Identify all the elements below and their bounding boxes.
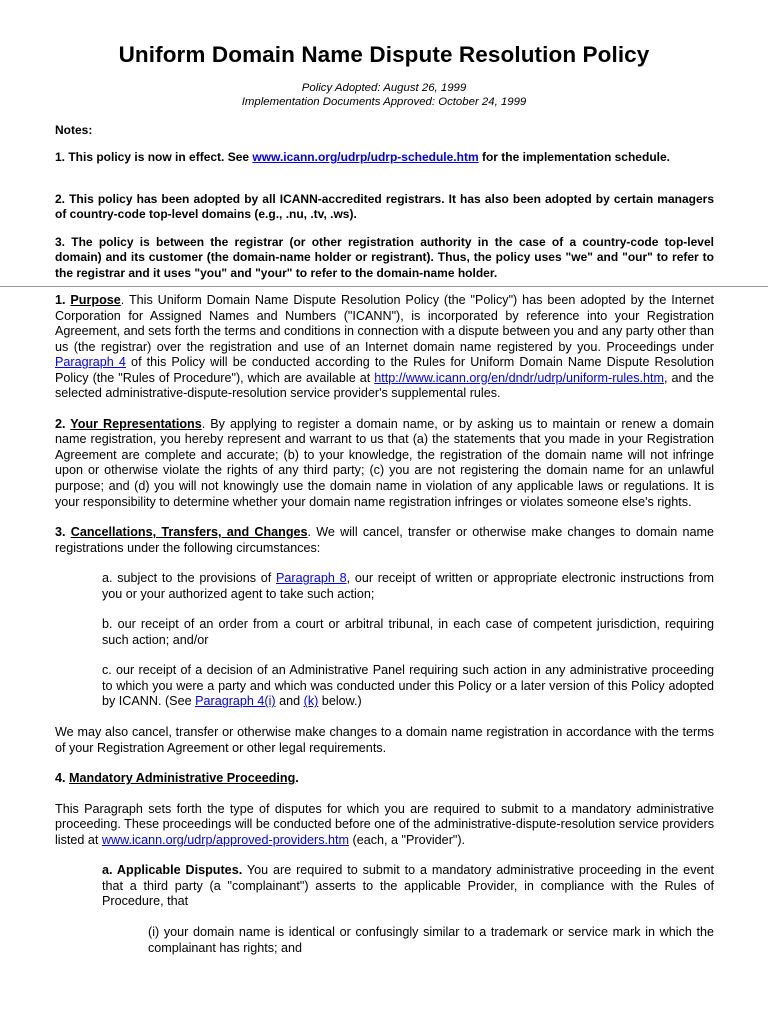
section-4-item-a-i: (i) your domain name is identical or confusingly similar to a trademark or service mark in which the complainant has rights; and bbox=[148, 924, 714, 955]
section-3-after: We may also cancel, transfer or otherwise make changes to a domain name registration in accordance with the terms of your Registration Agreement or other legal requirements. bbox=[55, 725, 714, 755]
adopted-date: Policy Adopted: August 26, 1999 bbox=[301, 82, 467, 94]
section-2: 2. Your Representations. By applying to register a domain name, or by asking us to maintain or renew a domain name registration, you hereby represent and warrant to us that (a) the statements that you made in your Registration Agreement are complete and accurate; (b) to your knowledge, the registration of the domain name will not infringe upon or otherwise violate the rights of any third party; (c) you are not registering the domain name for an unlawful purpose; and (d) you will not knowingly use the domain name in violation of any applicable laws or regulations. It is your responsibility to determine whether your domain name registration infringes or violates someone else's rights. bbox=[55, 416, 715, 509]
paragraph-4k-link[interactable]: (k) bbox=[303, 694, 319, 709]
section-3-item-c: c. our receipt of a decision of an Administrative Panel requiring such action in any administrative proceeding to which you were a party and which was conducted under this Policy or a later version of this Policy adopted by ICANN. (See Paragraph 4(i) and (k) below.) bbox=[102, 663, 714, 709]
section-2-title: Your Representations bbox=[70, 416, 202, 431]
section-4-heading: 4. Mandatory Administrative Proceeding. bbox=[55, 771, 299, 786]
applicable-disputes-title: a. Applicable Disputes. bbox=[102, 863, 243, 878]
section-1: 1. Purpose. This Uniform Domain Name Dispute Resolution Policy (the "Policy") has been adopted by the Internet Corporation for Assigned Names and Numbers ("ICANN"), is incorporated by reference into your Registration Agreement, and sets forth the terms and conditions in connection with a dispute between you and any party other than us (the registrar) over the registration and use of an Internet domain name registered by you. Proceedings under Paragraph 4 of this Policy will be conducted according to the Rules for Uniform Domain Name Dispute Resolution Policy (the "Rules of Procedure"), which are available at http://www.icann.org/en/dndr/udrp/uniform-rules.htm, and the selected administrative-dispute-resolution service provider's supplemental rules. bbox=[55, 293, 714, 401]
section-4-item-a: a. Applicable Disputes. You are required to submit to a mandatory administrative proceeding in the event that a third party (a "complainant") asserts to the applicable Provider, in compliance with the Rules of Procedure, that bbox=[102, 863, 714, 909]
uniform-rules-link[interactable]: http://www.icann.org/en/dndr/udrp/uniform-rules.htm bbox=[374, 370, 664, 385]
section-3: 3. Cancellations, Transfers, and Changes. We will cancel, transfer or otherwise make changes to domain name registrations under the following circumstances: bbox=[55, 525, 714, 555]
divider bbox=[0, 286, 768, 287]
note-2: 2. This policy has been adopted by all ICANN-accredited registrars. It has also been adopted by certain managers of country-code top-level domains (e.g., .nu, .tv, .ws). bbox=[55, 192, 714, 222]
udrp-schedule-link[interactable]: www.icann.org/udrp/udrp-schedule.htm bbox=[252, 150, 479, 164]
section-4-title: Mandatory Administrative Proceeding bbox=[69, 771, 296, 786]
note-3: 3. The policy is between the registrar (or other registration authority in the case of a country-code top-level domain) and its customer (the domain-name holder or registrant). Thus, the policy uses "we" and "our" to refer to the registrar and it uses "you" and "your" to refer to the domain-name holder. bbox=[55, 235, 714, 280]
approved-providers-link[interactable]: www.icann.org/udrp/approved-providers.htm bbox=[101, 832, 350, 847]
note-1: 1. This policy is now in effect. See www.icann.org/udrp/udrp-schedule.htm for the implementation schedule. bbox=[55, 150, 670, 164]
section-3-item-a: a. subject to the provisions of Paragraph 8, our receipt of written or appropriate electronic instructions from you or your authorized agent to take such action; bbox=[102, 571, 714, 601]
section-3-item-b: b. our receipt of an order from a court or arbitral tribunal, in each case of competent jurisdiction, requiring such action; and/or bbox=[102, 617, 714, 647]
paragraph-4-link[interactable]: Paragraph 4 bbox=[55, 355, 126, 370]
approved-date: Implementation Documents Approved: October 24, 1999 bbox=[241, 95, 527, 108]
paragraph-4i-link[interactable]: Paragraph 4(i) bbox=[195, 694, 276, 709]
notes-heading: Notes: bbox=[55, 123, 93, 137]
page-title: Uniform Domain Name Dispute Resolution Policy bbox=[118, 42, 650, 67]
section-1-title: Purpose bbox=[70, 293, 121, 307]
section-3-title: Cancellations, Transfers, and Changes bbox=[70, 525, 308, 540]
policy-body bbox=[55, 293, 714, 971]
paragraph-8-link[interactable]: Paragraph 8 bbox=[276, 571, 347, 586]
section-4-intro: This Paragraph sets forth the type of disputes for which you are required to submit to a mandatory administrative proceeding. These proceedings will be conducted before one of the administrative-dispute-resolution service providers listed at www.icann.org/udrp/approved-providers.htm (each, a "Provider"). bbox=[55, 801, 714, 847]
policy-dates bbox=[0, 82, 768, 109]
